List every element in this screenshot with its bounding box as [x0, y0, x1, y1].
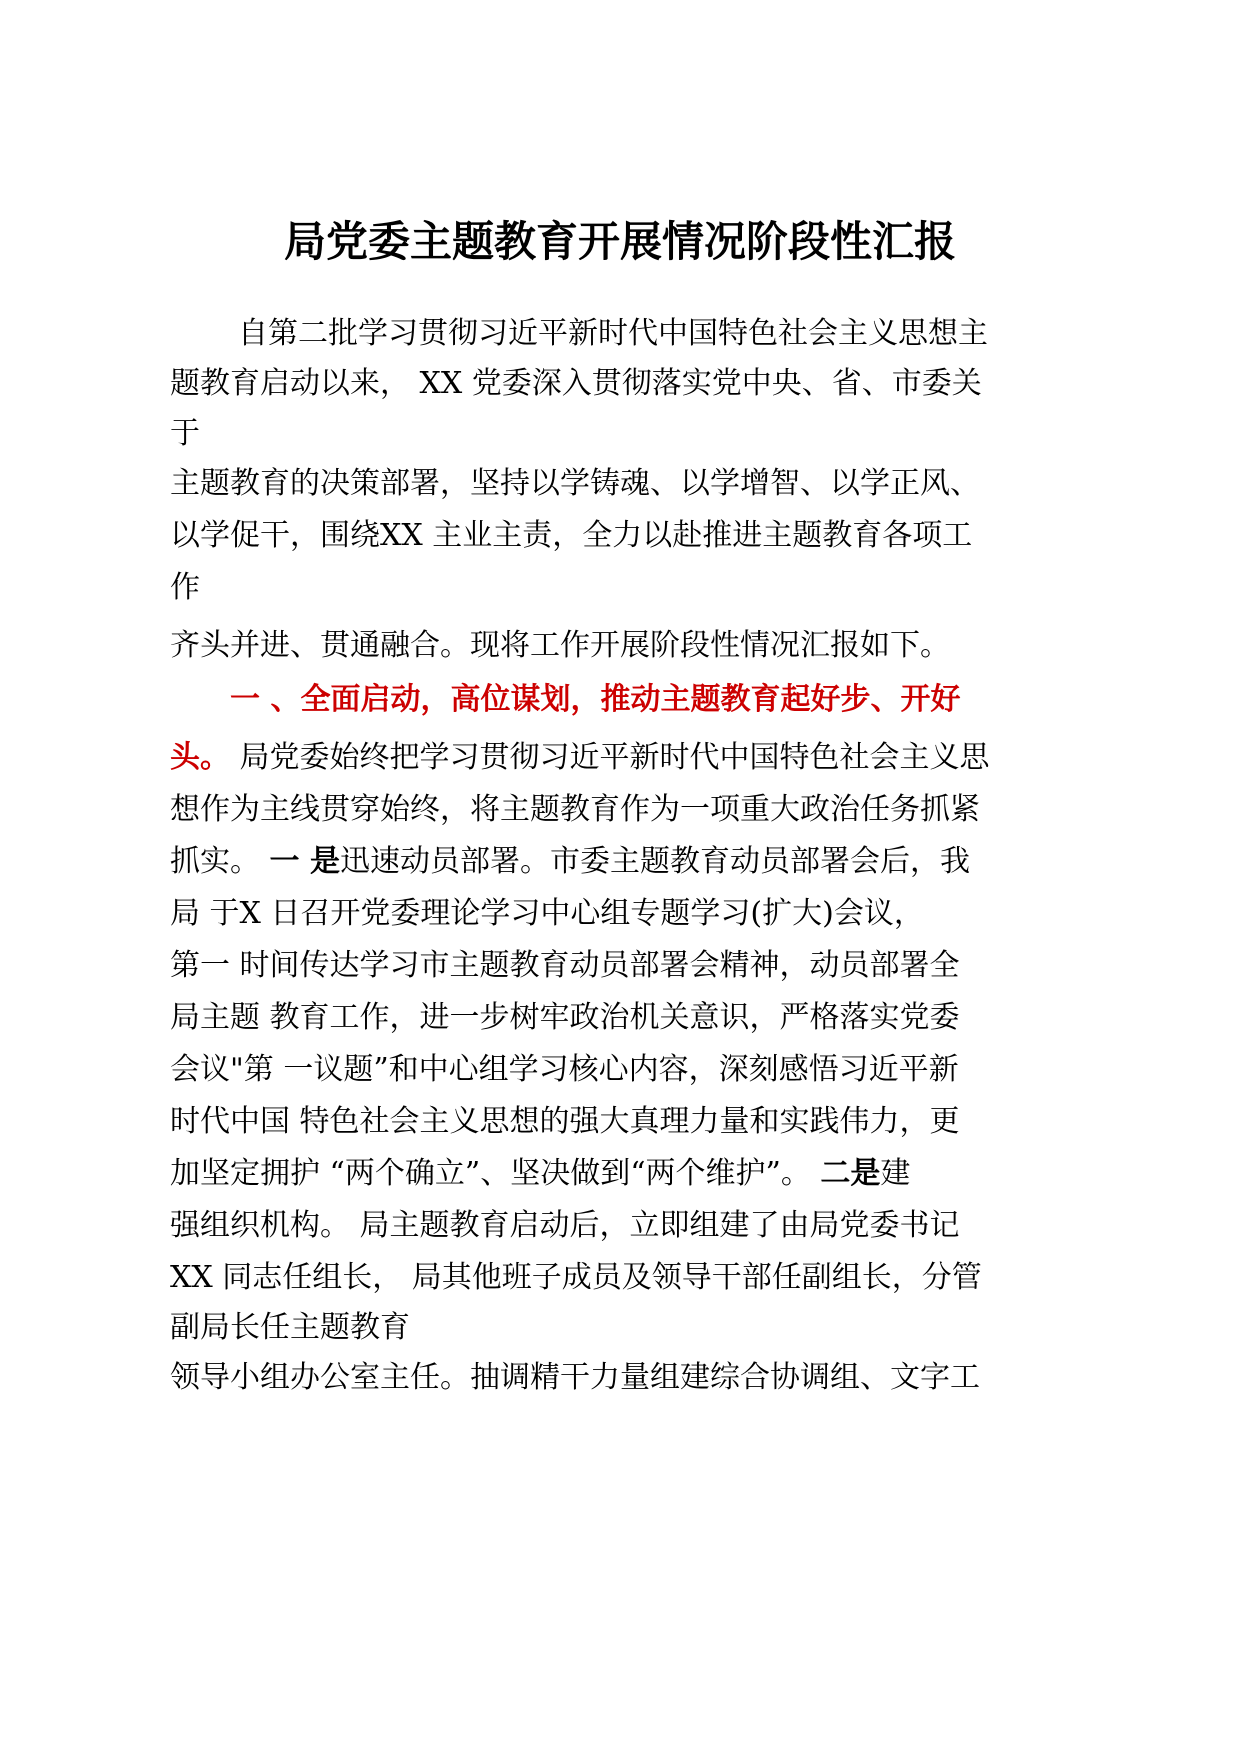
paragraph-line	[170, 1304, 410, 1352]
bold-marker: 二是	[820, 1156, 881, 1191]
paragraph-line	[170, 512, 972, 560]
line-text: 题教育启动以来， XX 党委深入贯彻落实党中央、省、市委关	[170, 366, 982, 401]
paragraph-line	[170, 1150, 910, 1198]
paragraph-line	[170, 410, 200, 458]
paragraph-line	[170, 622, 950, 670]
paragraph-line	[170, 564, 200, 612]
line-text: 加坚定拥护 “两个确立”、坚决做到“两个维护”。	[170, 1156, 821, 1191]
line-text: 局 于X 日召开党委理论学习中心组专题学习(扩大)会议，	[170, 896, 924, 931]
line-text: 时代中国 特色社会主义思想的强大真理力量和实践伟力，更	[170, 1104, 960, 1139]
bold-marker: 一 是	[269, 844, 340, 879]
line-text: 主题教育的决策部署，坚持以学铸魂、以学增智、以学正风、	[170, 466, 980, 501]
paragraph-line	[170, 786, 980, 834]
paragraph-line	[170, 890, 924, 938]
paragraph-line	[238, 310, 988, 358]
line-text: 建	[880, 1156, 911, 1191]
paragraph-line	[170, 1046, 959, 1094]
line-text: 第一 时间传达学习市主题教育动员部署会精神，动员部署全	[170, 948, 960, 983]
line-text: 局主题 教育工作，进一步树牢政治机关意识，严格落实党委	[170, 1000, 960, 1035]
paragraph-line	[170, 1098, 960, 1146]
line-text: 副局长任主题教育	[170, 1310, 410, 1345]
line-text: 想作为主线贯穿始终，将主题教育作为一项重大政治任务抓紧	[170, 792, 980, 827]
line-text: 会议"第 一议题”和中心组学习核心内容，深刻感悟习近平新	[170, 1052, 959, 1087]
line-text: 领导小组办公室主任。抽调精干力量组建综合协调组、文字工	[170, 1360, 980, 1395]
paragraph-line	[170, 942, 960, 990]
paragraph-line	[170, 734, 990, 782]
line-text: 于	[170, 416, 200, 451]
paragraph-line	[170, 1254, 982, 1302]
line-text: 局党委始终把学习贯彻习近平新时代中国特色社会主义思	[230, 740, 990, 775]
line-text: XX 同志任组长， 局其他班子成员及领导干部任副组长，分管	[170, 1260, 982, 1295]
paragraph-line	[170, 1202, 960, 1250]
line-text: 以学促干，围绕XX 主业主责，全力以赴推进主题教育各项工	[170, 518, 973, 553]
paragraph-line	[170, 1354, 980, 1402]
paragraph-line	[170, 838, 970, 886]
line-text: 强组织机构。 局主题教育启动后，立即组建了由局党委书记	[170, 1208, 960, 1243]
line-text: 迅速动员部署。市委主题教育动员部署会后，我	[340, 844, 970, 879]
paragraph-line	[170, 460, 980, 508]
heading-text: 一 、全面启动，高位谋划，推动主题教育起好步、开好	[230, 682, 961, 717]
line-text: 自第二批学习贯彻习近平新时代中国特色社会主义思想主	[238, 316, 988, 351]
document-title: 局党委主题教育开展情况阶段性汇报	[283, 217, 956, 266]
paragraph-line	[170, 994, 960, 1042]
heading-tail: 头。	[170, 740, 230, 775]
section-heading	[230, 676, 960, 724]
line-text: 抓实。	[170, 844, 270, 879]
line-text: 作	[170, 570, 200, 605]
line-text: 齐头并进、贯通融合。现将工作开展阶段性情况汇报如下。	[170, 628, 950, 663]
paragraph-line	[170, 360, 982, 408]
